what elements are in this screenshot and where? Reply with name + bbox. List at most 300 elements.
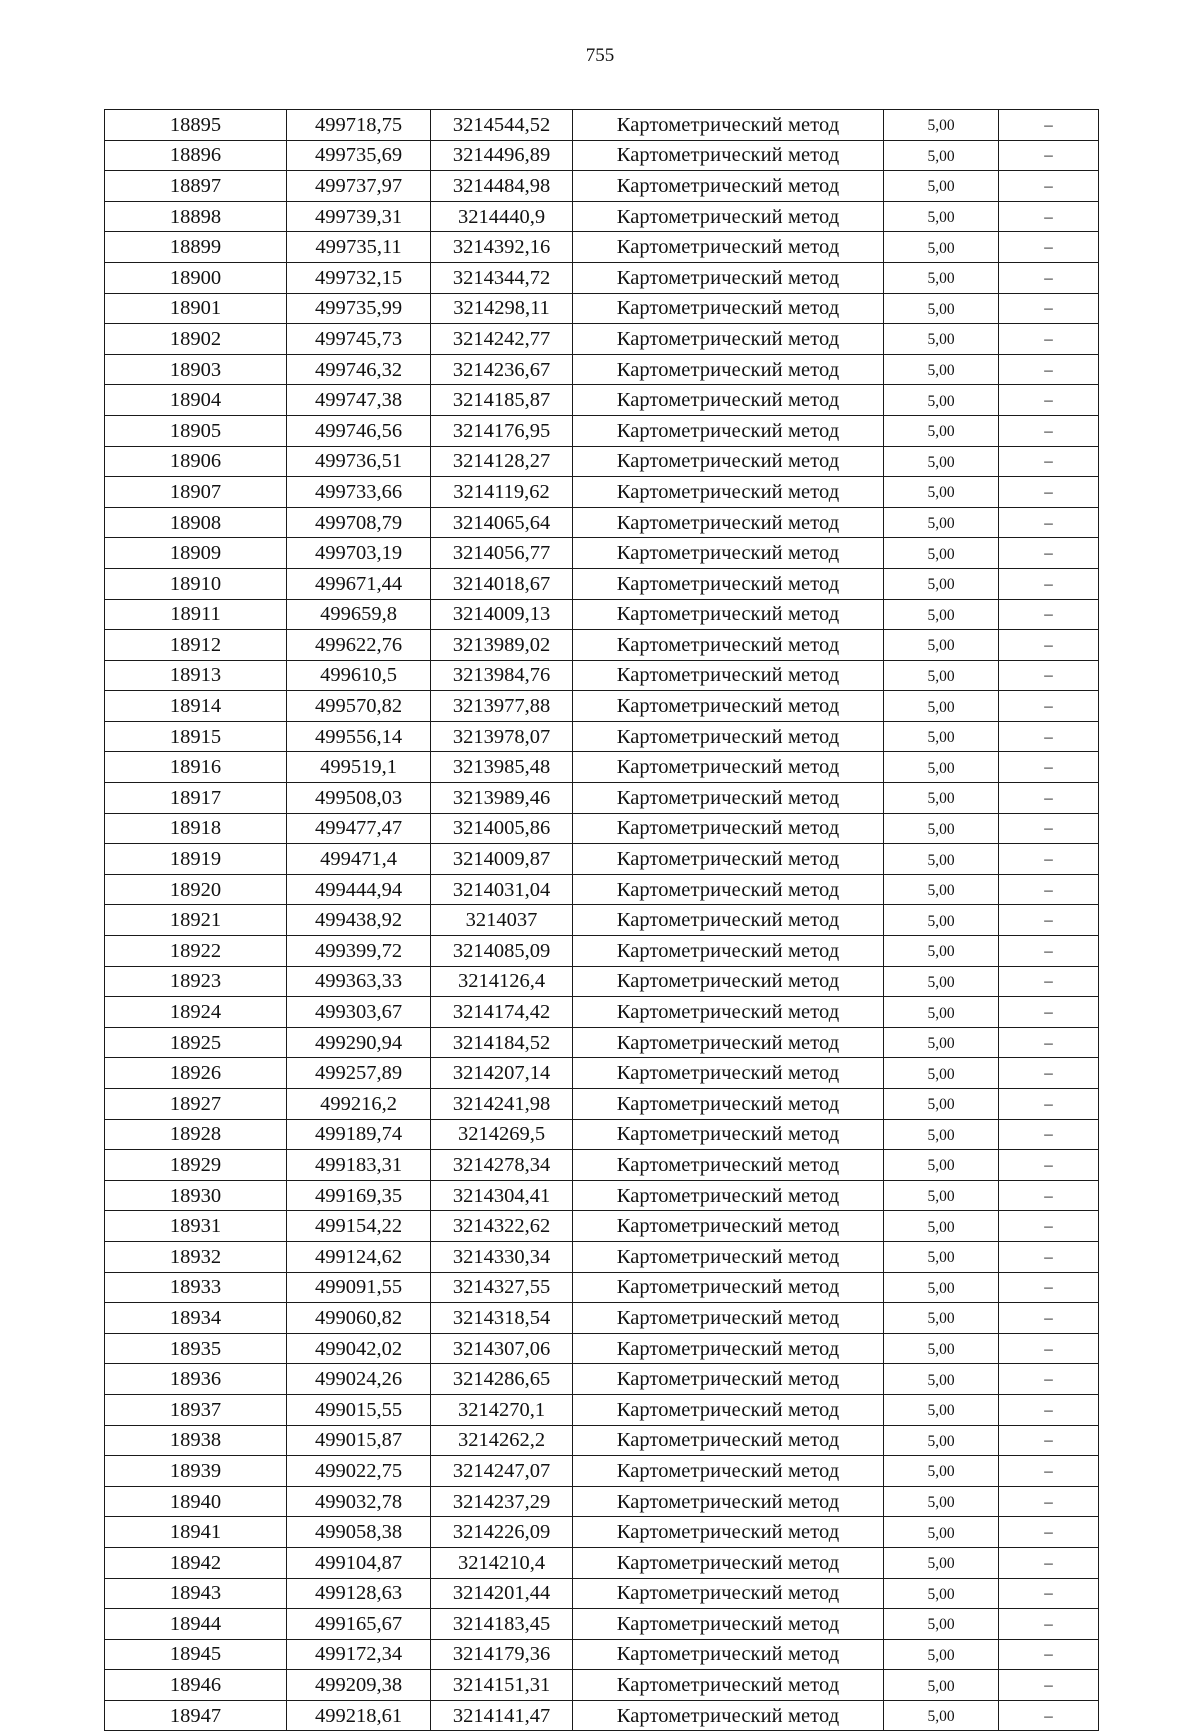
accuracy-cell: 5,00 bbox=[884, 783, 999, 814]
accuracy-cell: 5,00 bbox=[884, 1241, 999, 1272]
point-number-cell: 18916 bbox=[105, 752, 287, 783]
x-coordinate-cell: 499042,02 bbox=[287, 1333, 431, 1364]
description-cell: – bbox=[999, 1425, 1099, 1456]
table-row bbox=[105, 997, 1099, 1028]
y-coordinate-cell: 3214009,87 bbox=[431, 844, 573, 875]
table-row bbox=[105, 783, 1099, 814]
accuracy-cell: 5,00 bbox=[884, 1578, 999, 1609]
point-number-cell: 18934 bbox=[105, 1303, 287, 1334]
method-cell: Картометрический метод bbox=[573, 1547, 884, 1578]
description-cell: – bbox=[999, 1609, 1099, 1640]
description-cell: – bbox=[999, 201, 1099, 232]
point-number-cell: 18903 bbox=[105, 354, 287, 385]
description-cell: – bbox=[999, 936, 1099, 967]
accuracy-cell: 5,00 bbox=[884, 110, 999, 141]
point-number-cell: 18900 bbox=[105, 262, 287, 293]
description-cell: – bbox=[999, 1027, 1099, 1058]
point-number-cell: 18919 bbox=[105, 844, 287, 875]
x-coordinate-cell: 499746,56 bbox=[287, 415, 431, 446]
description-cell: – bbox=[999, 1364, 1099, 1395]
table-row bbox=[105, 1303, 1099, 1334]
point-number-cell: 18927 bbox=[105, 1089, 287, 1120]
point-number-cell: 18939 bbox=[105, 1456, 287, 1487]
y-coordinate-cell: 3214544,52 bbox=[431, 110, 573, 141]
method-cell: Картометрический метод bbox=[573, 538, 884, 569]
table-row bbox=[105, 1578, 1099, 1609]
x-coordinate-cell: 499745,73 bbox=[287, 324, 431, 355]
accuracy-cell: 5,00 bbox=[884, 538, 999, 569]
y-coordinate-cell: 3214179,36 bbox=[431, 1639, 573, 1670]
accuracy-cell: 5,00 bbox=[884, 752, 999, 783]
point-number-cell: 18924 bbox=[105, 997, 287, 1028]
x-coordinate-cell: 499438,92 bbox=[287, 905, 431, 936]
method-cell: Картометрический метод bbox=[573, 691, 884, 722]
x-coordinate-cell: 499022,75 bbox=[287, 1456, 431, 1487]
point-number-cell: 18921 bbox=[105, 905, 287, 936]
table-row bbox=[105, 691, 1099, 722]
point-number-cell: 18899 bbox=[105, 232, 287, 263]
table-row bbox=[105, 1517, 1099, 1548]
table-row bbox=[105, 1700, 1099, 1731]
method-cell: Картометрический метод bbox=[573, 1211, 884, 1242]
x-coordinate-cell: 499444,94 bbox=[287, 874, 431, 905]
description-cell: – bbox=[999, 874, 1099, 905]
y-coordinate-cell: 3214119,62 bbox=[431, 477, 573, 508]
description-cell: – bbox=[999, 1241, 1099, 1272]
table-row bbox=[105, 1425, 1099, 1456]
y-coordinate-cell: 3214270,1 bbox=[431, 1394, 573, 1425]
table-row bbox=[105, 415, 1099, 446]
table-row bbox=[105, 844, 1099, 875]
y-coordinate-cell: 3214009,13 bbox=[431, 599, 573, 630]
accuracy-cell: 5,00 bbox=[884, 1486, 999, 1517]
y-coordinate-cell: 3214344,72 bbox=[431, 262, 573, 293]
point-number-cell: 18926 bbox=[105, 1058, 287, 1089]
table-row bbox=[105, 630, 1099, 661]
y-coordinate-cell: 3213989,46 bbox=[431, 783, 573, 814]
point-number-cell: 18935 bbox=[105, 1333, 287, 1364]
accuracy-cell: 5,00 bbox=[884, 1456, 999, 1487]
method-cell: Картометрический метод bbox=[573, 354, 884, 385]
table-row bbox=[105, 1150, 1099, 1181]
accuracy-cell: 5,00 bbox=[884, 1517, 999, 1548]
description-cell: – bbox=[999, 966, 1099, 997]
y-coordinate-cell: 3214226,09 bbox=[431, 1517, 573, 1548]
y-coordinate-cell: 3214484,98 bbox=[431, 171, 573, 202]
y-coordinate-cell: 3214242,77 bbox=[431, 324, 573, 355]
description-cell: – bbox=[999, 324, 1099, 355]
accuracy-cell: 5,00 bbox=[884, 1394, 999, 1425]
description-cell: – bbox=[999, 1517, 1099, 1548]
table-row bbox=[105, 905, 1099, 936]
description-cell: – bbox=[999, 599, 1099, 630]
y-coordinate-cell: 3213984,76 bbox=[431, 660, 573, 691]
accuracy-cell: 5,00 bbox=[884, 1180, 999, 1211]
point-number-cell: 18929 bbox=[105, 1150, 287, 1181]
point-number-cell: 18930 bbox=[105, 1180, 287, 1211]
accuracy-cell: 5,00 bbox=[884, 691, 999, 722]
y-coordinate-cell: 3214141,47 bbox=[431, 1700, 573, 1731]
table-row bbox=[105, 1394, 1099, 1425]
method-cell: Картометрический метод bbox=[573, 1425, 884, 1456]
x-coordinate-cell: 499622,76 bbox=[287, 630, 431, 661]
y-coordinate-cell: 3214037 bbox=[431, 905, 573, 936]
x-coordinate-cell: 499104,87 bbox=[287, 1547, 431, 1578]
method-cell: Картометрический метод bbox=[573, 1517, 884, 1548]
x-coordinate-cell: 499747,38 bbox=[287, 385, 431, 416]
x-coordinate-cell: 499671,44 bbox=[287, 568, 431, 599]
method-cell: Картометрический метод bbox=[573, 660, 884, 691]
x-coordinate-cell: 499209,38 bbox=[287, 1670, 431, 1701]
description-cell: – bbox=[999, 538, 1099, 569]
method-cell: Картометрический метод bbox=[573, 721, 884, 752]
point-number-cell: 18923 bbox=[105, 966, 287, 997]
point-number-cell: 18908 bbox=[105, 507, 287, 538]
accuracy-cell: 5,00 bbox=[884, 844, 999, 875]
x-coordinate-cell: 499718,75 bbox=[287, 110, 431, 141]
table-row bbox=[105, 1211, 1099, 1242]
point-number-cell: 18905 bbox=[105, 415, 287, 446]
point-number-cell: 18932 bbox=[105, 1241, 287, 1272]
accuracy-cell: 5,00 bbox=[884, 293, 999, 324]
point-number-cell: 18910 bbox=[105, 568, 287, 599]
table-row bbox=[105, 477, 1099, 508]
table-row bbox=[105, 1670, 1099, 1701]
y-coordinate-cell: 3214126,4 bbox=[431, 966, 573, 997]
table-row bbox=[105, 752, 1099, 783]
table-row bbox=[105, 110, 1099, 141]
y-coordinate-cell: 3214392,16 bbox=[431, 232, 573, 263]
point-number-cell: 18898 bbox=[105, 201, 287, 232]
accuracy-cell: 5,00 bbox=[884, 507, 999, 538]
description-cell: – bbox=[999, 1180, 1099, 1211]
method-cell: Картометрический метод bbox=[573, 110, 884, 141]
description-cell: – bbox=[999, 1211, 1099, 1242]
description-cell: – bbox=[999, 385, 1099, 416]
description-cell: – bbox=[999, 1456, 1099, 1487]
table-row bbox=[105, 599, 1099, 630]
point-number-cell: 18947 bbox=[105, 1700, 287, 1731]
accuracy-cell: 5,00 bbox=[884, 1639, 999, 1670]
x-coordinate-cell: 499732,15 bbox=[287, 262, 431, 293]
accuracy-cell: 5,00 bbox=[884, 813, 999, 844]
x-coordinate-cell: 499703,19 bbox=[287, 538, 431, 569]
page-number: 755 bbox=[585, 45, 615, 66]
point-number-cell: 18897 bbox=[105, 171, 287, 202]
description-cell: – bbox=[999, 630, 1099, 661]
description-cell: – bbox=[999, 140, 1099, 171]
point-number-cell: 18937 bbox=[105, 1394, 287, 1425]
y-coordinate-cell: 3214237,29 bbox=[431, 1486, 573, 1517]
method-cell: Картометрический метод bbox=[573, 1119, 884, 1150]
method-cell: Картометрический метод bbox=[573, 324, 884, 355]
accuracy-cell: 5,00 bbox=[884, 354, 999, 385]
x-coordinate-cell: 499737,97 bbox=[287, 171, 431, 202]
y-coordinate-cell: 3214085,09 bbox=[431, 936, 573, 967]
description-cell: – bbox=[999, 844, 1099, 875]
accuracy-cell: 5,00 bbox=[884, 415, 999, 446]
method-cell: Картометрический метод bbox=[573, 1639, 884, 1670]
point-number-cell: 18896 bbox=[105, 140, 287, 171]
accuracy-cell: 5,00 bbox=[884, 721, 999, 752]
x-coordinate-cell: 499091,55 bbox=[287, 1272, 431, 1303]
table-row bbox=[105, 721, 1099, 752]
table-row bbox=[105, 1058, 1099, 1089]
point-number-cell: 18943 bbox=[105, 1578, 287, 1609]
description-cell: – bbox=[999, 752, 1099, 783]
x-coordinate-cell: 499610,5 bbox=[287, 660, 431, 691]
table-row bbox=[105, 507, 1099, 538]
description-cell: – bbox=[999, 1639, 1099, 1670]
x-coordinate-cell: 499257,89 bbox=[287, 1058, 431, 1089]
y-coordinate-cell: 3214056,77 bbox=[431, 538, 573, 569]
accuracy-cell: 5,00 bbox=[884, 568, 999, 599]
method-cell: Картометрический метод bbox=[573, 1303, 884, 1334]
x-coordinate-cell: 499154,22 bbox=[287, 1211, 431, 1242]
x-coordinate-cell: 499024,26 bbox=[287, 1364, 431, 1395]
x-coordinate-cell: 499735,11 bbox=[287, 232, 431, 263]
point-number-cell: 18933 bbox=[105, 1272, 287, 1303]
method-cell: Картометрический метод bbox=[573, 1578, 884, 1609]
description-cell: – bbox=[999, 997, 1099, 1028]
y-coordinate-cell: 3214262,2 bbox=[431, 1425, 573, 1456]
method-cell: Картометрический метод bbox=[573, 1670, 884, 1701]
description-cell: – bbox=[999, 110, 1099, 141]
method-cell: Картометрический метод bbox=[573, 1333, 884, 1364]
y-coordinate-cell: 3214005,86 bbox=[431, 813, 573, 844]
accuracy-cell: 5,00 bbox=[884, 1333, 999, 1364]
method-cell: Картометрический метод bbox=[573, 936, 884, 967]
table-row bbox=[105, 201, 1099, 232]
point-number-cell: 18925 bbox=[105, 1027, 287, 1058]
table-row bbox=[105, 232, 1099, 263]
table-row bbox=[105, 1639, 1099, 1670]
x-coordinate-cell: 499739,31 bbox=[287, 201, 431, 232]
point-number-cell: 18911 bbox=[105, 599, 287, 630]
table-row bbox=[105, 354, 1099, 385]
description-cell: – bbox=[999, 262, 1099, 293]
accuracy-cell: 5,00 bbox=[884, 1211, 999, 1242]
method-cell: Картометрический метод bbox=[573, 1058, 884, 1089]
y-coordinate-cell: 3213977,88 bbox=[431, 691, 573, 722]
accuracy-cell: 5,00 bbox=[884, 997, 999, 1028]
description-cell: – bbox=[999, 1333, 1099, 1364]
table-row bbox=[105, 293, 1099, 324]
y-coordinate-cell: 3214184,52 bbox=[431, 1027, 573, 1058]
y-coordinate-cell: 3214236,67 bbox=[431, 354, 573, 385]
x-coordinate-cell: 499570,82 bbox=[287, 691, 431, 722]
accuracy-cell: 5,00 bbox=[884, 630, 999, 661]
x-coordinate-cell: 499128,63 bbox=[287, 1578, 431, 1609]
table-row bbox=[105, 171, 1099, 202]
description-cell: – bbox=[999, 1394, 1099, 1425]
point-number-cell: 18913 bbox=[105, 660, 287, 691]
point-number-cell: 18909 bbox=[105, 538, 287, 569]
x-coordinate-cell: 499303,67 bbox=[287, 997, 431, 1028]
description-cell: – bbox=[999, 1058, 1099, 1089]
table-row bbox=[105, 1486, 1099, 1517]
description-cell: – bbox=[999, 293, 1099, 324]
y-coordinate-cell: 3213978,07 bbox=[431, 721, 573, 752]
x-coordinate-cell: 499189,74 bbox=[287, 1119, 431, 1150]
point-number-cell: 18895 bbox=[105, 110, 287, 141]
method-cell: Картометрический метод bbox=[573, 140, 884, 171]
method-cell: Картометрический метод bbox=[573, 1027, 884, 1058]
x-coordinate-cell: 499736,51 bbox=[287, 446, 431, 477]
description-cell: – bbox=[999, 1303, 1099, 1334]
method-cell: Картометрический метод bbox=[573, 446, 884, 477]
x-coordinate-cell: 499165,67 bbox=[287, 1609, 431, 1640]
point-number-cell: 18942 bbox=[105, 1547, 287, 1578]
y-coordinate-cell: 3214176,95 bbox=[431, 415, 573, 446]
point-number-cell: 18941 bbox=[105, 1517, 287, 1548]
y-coordinate-cell: 3214304,41 bbox=[431, 1180, 573, 1211]
x-coordinate-cell: 499477,47 bbox=[287, 813, 431, 844]
description-cell: – bbox=[999, 1272, 1099, 1303]
table-row bbox=[105, 568, 1099, 599]
point-number-cell: 18915 bbox=[105, 721, 287, 752]
table-row bbox=[105, 262, 1099, 293]
x-coordinate-cell: 499659,8 bbox=[287, 599, 431, 630]
description-cell: – bbox=[999, 721, 1099, 752]
x-coordinate-cell: 499746,32 bbox=[287, 354, 431, 385]
accuracy-cell: 5,00 bbox=[884, 1303, 999, 1334]
description-cell: – bbox=[999, 1670, 1099, 1701]
accuracy-cell: 5,00 bbox=[884, 1089, 999, 1120]
method-cell: Картометрический метод bbox=[573, 415, 884, 446]
method-cell: Картометрический метод bbox=[573, 1394, 884, 1425]
y-coordinate-cell: 3213989,02 bbox=[431, 630, 573, 661]
description-cell: – bbox=[999, 783, 1099, 814]
description-cell: – bbox=[999, 1150, 1099, 1181]
description-cell: – bbox=[999, 1119, 1099, 1150]
accuracy-cell: 5,00 bbox=[884, 1058, 999, 1089]
x-coordinate-cell: 499708,79 bbox=[287, 507, 431, 538]
x-coordinate-cell: 499124,62 bbox=[287, 1241, 431, 1272]
table-row bbox=[105, 1272, 1099, 1303]
description-cell: – bbox=[999, 1547, 1099, 1578]
accuracy-cell: 5,00 bbox=[884, 232, 999, 263]
method-cell: Картометрический метод bbox=[573, 783, 884, 814]
x-coordinate-cell: 499015,87 bbox=[287, 1425, 431, 1456]
x-coordinate-cell: 499058,38 bbox=[287, 1517, 431, 1548]
description-cell: – bbox=[999, 354, 1099, 385]
method-cell: Картометрический метод bbox=[573, 630, 884, 661]
method-cell: Картометрический метод bbox=[573, 477, 884, 508]
description-cell: – bbox=[999, 446, 1099, 477]
table-row bbox=[105, 813, 1099, 844]
table-row bbox=[105, 1456, 1099, 1487]
x-coordinate-cell: 499735,69 bbox=[287, 140, 431, 171]
description-cell: – bbox=[999, 905, 1099, 936]
point-number-cell: 18940 bbox=[105, 1486, 287, 1517]
y-coordinate-cell: 3214318,54 bbox=[431, 1303, 573, 1334]
method-cell: Картометрический метод bbox=[573, 507, 884, 538]
y-coordinate-cell: 3214496,89 bbox=[431, 140, 573, 171]
point-number-cell: 18901 bbox=[105, 293, 287, 324]
point-number-cell: 18904 bbox=[105, 385, 287, 416]
method-cell: Картометрический метод bbox=[573, 262, 884, 293]
description-cell: – bbox=[999, 1486, 1099, 1517]
point-number-cell: 18945 bbox=[105, 1639, 287, 1670]
y-coordinate-cell: 3214327,55 bbox=[431, 1272, 573, 1303]
x-coordinate-cell: 499735,99 bbox=[287, 293, 431, 324]
accuracy-cell: 5,00 bbox=[884, 905, 999, 936]
method-cell: Картометрический метод bbox=[573, 385, 884, 416]
y-coordinate-cell: 3214201,44 bbox=[431, 1578, 573, 1609]
accuracy-cell: 5,00 bbox=[884, 599, 999, 630]
y-coordinate-cell: 3214322,62 bbox=[431, 1211, 573, 1242]
method-cell: Картометрический метод bbox=[573, 232, 884, 263]
x-coordinate-cell: 499169,35 bbox=[287, 1180, 431, 1211]
method-cell: Картометрический метод bbox=[573, 844, 884, 875]
description-cell: – bbox=[999, 691, 1099, 722]
point-number-cell: 18920 bbox=[105, 874, 287, 905]
point-number-cell: 18914 bbox=[105, 691, 287, 722]
description-cell: – bbox=[999, 1578, 1099, 1609]
table-row bbox=[105, 1333, 1099, 1364]
point-number-cell: 18946 bbox=[105, 1670, 287, 1701]
x-coordinate-cell: 499032,78 bbox=[287, 1486, 431, 1517]
accuracy-cell: 5,00 bbox=[884, 446, 999, 477]
table-row bbox=[105, 385, 1099, 416]
accuracy-cell: 5,00 bbox=[884, 966, 999, 997]
accuracy-cell: 5,00 bbox=[884, 1609, 999, 1640]
description-cell: – bbox=[999, 660, 1099, 691]
method-cell: Картометрический метод bbox=[573, 1272, 884, 1303]
y-coordinate-cell: 3214031,04 bbox=[431, 874, 573, 905]
accuracy-cell: 5,00 bbox=[884, 171, 999, 202]
table-row bbox=[105, 446, 1099, 477]
accuracy-cell: 5,00 bbox=[884, 1272, 999, 1303]
accuracy-cell: 5,00 bbox=[884, 1119, 999, 1150]
y-coordinate-cell: 3214210,4 bbox=[431, 1547, 573, 1578]
y-coordinate-cell: 3214247,07 bbox=[431, 1456, 573, 1487]
accuracy-cell: 5,00 bbox=[884, 936, 999, 967]
accuracy-cell: 5,00 bbox=[884, 1547, 999, 1578]
description-cell: – bbox=[999, 1700, 1099, 1731]
accuracy-cell: 5,00 bbox=[884, 385, 999, 416]
table-row bbox=[105, 140, 1099, 171]
table-row bbox=[105, 1547, 1099, 1578]
point-number-cell: 18931 bbox=[105, 1211, 287, 1242]
accuracy-cell: 5,00 bbox=[884, 1027, 999, 1058]
description-cell: – bbox=[999, 232, 1099, 263]
x-coordinate-cell: 499183,31 bbox=[287, 1150, 431, 1181]
point-number-cell: 18928 bbox=[105, 1119, 287, 1150]
accuracy-cell: 5,00 bbox=[884, 140, 999, 171]
method-cell: Картометрический метод bbox=[573, 1089, 884, 1120]
point-number-cell: 18912 bbox=[105, 630, 287, 661]
y-coordinate-cell: 3214151,31 bbox=[431, 1670, 573, 1701]
accuracy-cell: 5,00 bbox=[884, 1700, 999, 1731]
point-number-cell: 18918 bbox=[105, 813, 287, 844]
x-coordinate-cell: 499519,1 bbox=[287, 752, 431, 783]
x-coordinate-cell: 499216,2 bbox=[287, 1089, 431, 1120]
y-coordinate-cell: 3214128,27 bbox=[431, 446, 573, 477]
method-cell: Картометрический метод bbox=[573, 568, 884, 599]
point-number-cell: 18938 bbox=[105, 1425, 287, 1456]
point-number-cell: 18917 bbox=[105, 783, 287, 814]
table-body bbox=[105, 110, 1099, 1731]
accuracy-cell: 5,00 bbox=[884, 874, 999, 905]
y-coordinate-cell: 3214278,34 bbox=[431, 1150, 573, 1181]
method-cell: Картометрический метод bbox=[573, 1456, 884, 1487]
point-number-cell: 18907 bbox=[105, 477, 287, 508]
y-coordinate-cell: 3214065,64 bbox=[431, 507, 573, 538]
method-cell: Картометрический метод bbox=[573, 966, 884, 997]
method-cell: Картометрический метод bbox=[573, 1609, 884, 1640]
